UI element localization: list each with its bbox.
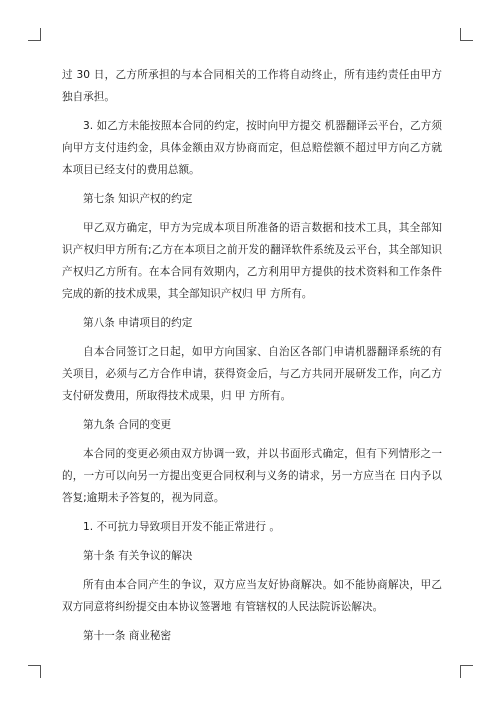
article-7-heading: 第七条 知识产权的约定 (83, 193, 193, 205)
article-8-heading: 第八条 申请项目的约定 (83, 317, 193, 329)
article-11-heading: 第十一条 商业秘密 (83, 630, 172, 642)
article-10-heading: 第十条 有关争议的解决 (83, 550, 193, 562)
article-9-heading: 第九条 合同的变更 (83, 419, 172, 431)
article-9-item-1: 1. 不可抗力导致项目开发不能正常进行 。 (83, 521, 280, 533)
crop-mark-top-left (28, 28, 41, 41)
article-9-paragraph: 本合同的变更必须由双方协调一致，并以书面形式确定，但有下列情形之一的，一方可以向另一方提出变更合同权利与义务的请求，另一方应当在 日内予以答复;逾期未予答复的，视为同意。 (62, 448, 442, 504)
article-10-paragraph: 所有由本合同产生的争议，双方应当友好协商解决。如不能协商解决，甲乙双方同意将纠纷提交由本协议签署地 有管辖权的人民法院诉讼解决。 (62, 579, 442, 613)
crop-mark-bottom-right (460, 665, 473, 678)
paragraph-continued: 过 30 日，乙方所承担的与本合同相关的工作将自动终止，所有违约责任由甲方独自承担。 (62, 69, 442, 103)
crop-mark-bottom-left (28, 665, 41, 678)
article-7-paragraph: 甲乙双方确定，甲方为完成本项目所准备的语言数据和技术工具，其全部知识产权归甲方所有;乙方在本项目之前开发的翻译软件系统及云平台，其全部知识产权归乙方所有。在本合同有效期内，乙方利用甲方提供的技术资料和工作条件完成的新的技术成果，其全部知识产权归 甲 方所有。 (62, 222, 442, 300)
paragraph-clause-3: 3. 如乙方未能按照本合同的约定，按时向甲方提交 机器翻译云平台，乙方须向甲方支付违约金，具体金额由双方协商而定，但总赔偿额不超过甲方向乙方就本项目已经支付的费用总额。 (62, 120, 442, 176)
crop-mark-top-right (460, 28, 473, 41)
document-body (62, 64, 442, 654)
article-8-paragraph: 自本合同签订之日起，如甲方向国家、自治区各部门申请机器翻译系统的有关项目，必须与乙方合作申请，获得资金后，与乙方共同开展研发工作，向乙方支付研发费用，所取得技术成果，归 甲 方所有。 (62, 346, 442, 402)
